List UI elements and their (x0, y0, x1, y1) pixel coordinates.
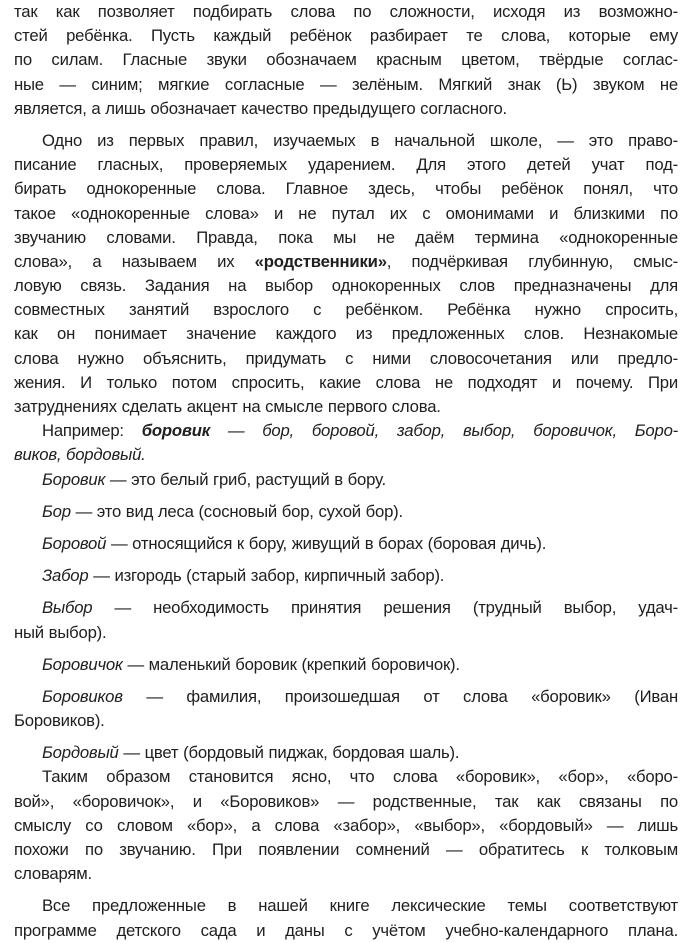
definition-item (14, 653, 678, 677)
text-fragment: , подчёркивая глубинную, смыс- (386, 251, 679, 271)
definition-word: Боровой (42, 533, 107, 553)
text-line: такое «однокоренные слова» и не путал их с омонимами и близкими по (14, 203, 678, 223)
definition-word: Забор (42, 566, 89, 586)
text-line: как он понимает значение каждого из предложенных слов. Незнакомые (14, 324, 678, 344)
example-head-word: боровик (141, 421, 210, 441)
text-line: жения. И только потом спросить, какие слова не подходят и почему. При (14, 372, 678, 392)
text-line: Все предложенные в нашей книге лексические темы соответствуют (42, 896, 678, 916)
text-line: звучанию словами. Правда, пока мы не даём термина «однокоренные (14, 227, 678, 247)
paragraph-gap (14, 524, 678, 532)
paragraph-gap (14, 645, 678, 653)
definition-text: ный выбор). (14, 622, 107, 642)
definition-word: Боровик (42, 469, 106, 489)
text-line: вой», «боровичок», и «Боровиков» — родственные, так как связаны по (14, 791, 678, 811)
definition-text: Боровиков). (14, 711, 105, 731)
paragraph-gap (14, 492, 678, 500)
text-line: является, а лишь обозначает качество предыдущего согласного. (14, 98, 507, 118)
text-line: ные — синим; мягкие согласные — зелёным. Мягкий знак (Ь) звуком не (14, 74, 678, 94)
paragraph-gap (14, 733, 678, 741)
text-line: слова нужно объяснить, придумать с ними словосочетания или предло- (14, 348, 678, 368)
definition-word: Бордовый (42, 743, 119, 763)
text-line: бирать однокоренные слова. Главное здесь, чтобы ребёнок понял, что (14, 179, 678, 199)
text-line: писание гласных, проверяемых ударением. Для этого детей учат под- (14, 155, 678, 175)
bold-term: «родственники» (254, 251, 387, 271)
text-line: ловую связь. Задания на выбор однокоренных слов предназначены для (14, 276, 678, 296)
text-line: так как позволяет подбирать слова по сложности, исходя из возможно- (14, 2, 678, 21)
definition-text: — относящийся к бору, живущий в борах (боровая дичь). (106, 533, 547, 553)
definitions-list (14, 468, 678, 766)
text-line: похожи по звучанию. При появлении сомнений — обратитесь к толковым (14, 840, 678, 859)
text-line: затруднениях сделать акцент на смысле первого слова. (14, 397, 441, 416)
definition-item (14, 596, 678, 620)
paragraph-gap (14, 677, 678, 685)
text-line: смыслу со словом «бор», а слова «забор», «выбор», «бордовый» — лишь (14, 815, 678, 835)
paragraph-final (14, 894, 678, 942)
paragraph-gap (14, 886, 678, 894)
example-line: виков, бордовый. (14, 445, 146, 465)
example-paragraph (14, 419, 678, 467)
definition-word: Боровиков (42, 686, 123, 706)
definition-word: Боровичок (42, 654, 123, 674)
definition-item (14, 741, 678, 765)
paragraph-rules (14, 129, 678, 419)
definition-item (14, 532, 678, 556)
text-line: по силам. Гласные звуки обозначаем красным цветом, твёрдые соглас- (14, 50, 678, 70)
definition-item (14, 468, 678, 492)
definition-text: — это вид леса (сосновый бор, сухой бор). (70, 501, 403, 521)
paragraph-conclusion (14, 765, 678, 886)
text-line: стей ребёнка. Пусть каждый ребёнок разбирает те слова, которые ему (14, 26, 678, 46)
definition-text: — это белый гриб, растущий в бору. (105, 469, 386, 489)
definition-item (14, 685, 678, 709)
paragraph-gap (14, 121, 678, 129)
definition-item (14, 564, 678, 588)
example-lead: Например: (42, 421, 142, 441)
book-page (14, 0, 678, 943)
text-fragment: слова», а называем их (14, 251, 255, 271)
definition-text: — маленький боровик (крепкий боровичок). (122, 654, 460, 674)
definition-text: — фамилия, произошедшая от слова «боровик» (Иван (122, 686, 678, 706)
text-line: совместных занятий взрослого с ребёнком. Ребёнка нужно спросить, (14, 300, 678, 320)
definition-word: Бор (42, 501, 71, 521)
paragraph-continuation (14, 0, 678, 121)
example-line (14, 419, 678, 443)
text-line: Таким образом становится ясно, что слова «боровик», «бор», «боро- (42, 767, 678, 787)
text-line: словарям. (14, 864, 92, 884)
definition-word: Выбор (42, 598, 93, 618)
definition-text: — изгородь (старый забор, кирпичный забор). (88, 566, 445, 586)
example-word-list: — бор, боровой, забор, выбор, боровичок, Боро- (209, 421, 679, 441)
text-line-with-bold-term (14, 250, 678, 274)
text-line: Одно из первых правил, изучаемых в начальной школе, — это право- (42, 130, 678, 150)
paragraph-gap (14, 556, 678, 564)
definition-text: — необходимость принятия решения (трудный выбор, удач- (92, 598, 678, 618)
definition-text: — цвет (бордовый пиджак, бордовая шаль). (118, 743, 460, 763)
paragraph-gap (14, 588, 678, 596)
text-line: программе детского сада и даны с учётом учебно-календарного плана. (14, 920, 678, 940)
definition-item (14, 500, 678, 524)
